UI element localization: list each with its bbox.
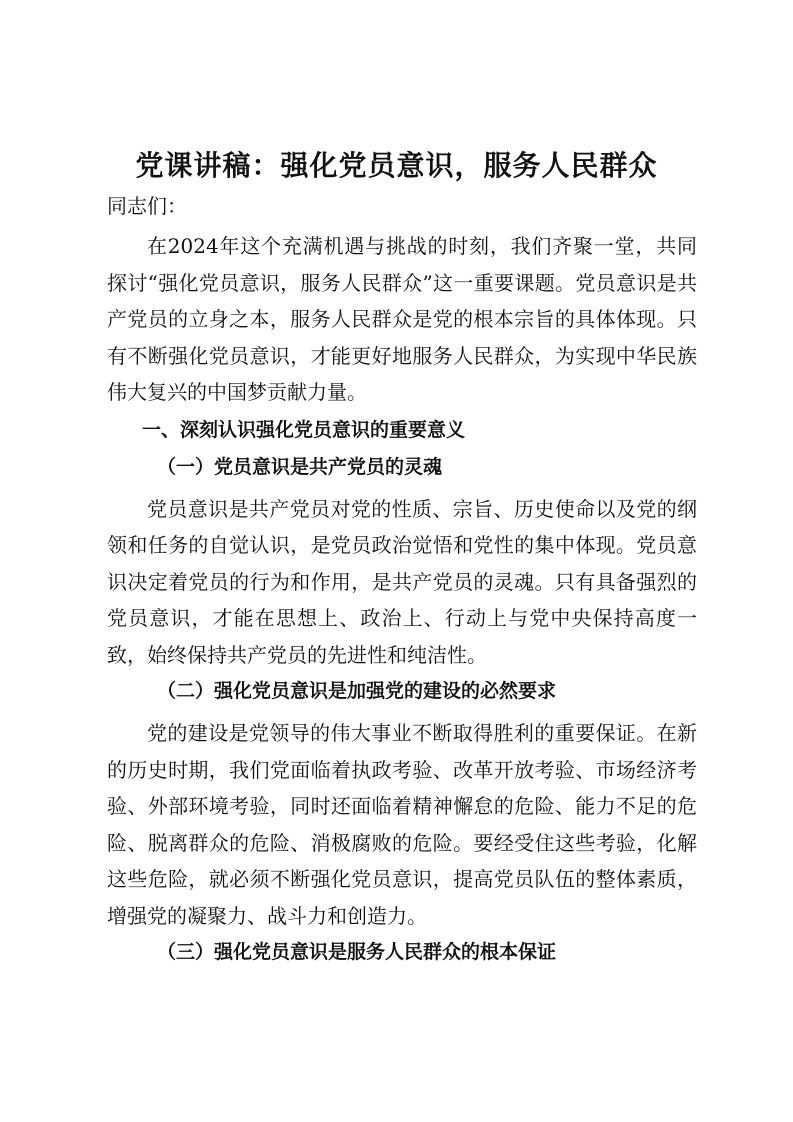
greeting: 同志们：: [107, 194, 187, 218]
subsection-heading: （一）党员意识是共产党员的灵魂: [157, 455, 443, 478]
document-body: [107, 228, 697, 970]
intro-paragraph: 在2024年这个充满机遇与挑战的时刻，我们齐聚一堂，共同探讨“强化党员意识，服务人民群众”这一重要课题。党员意识是共产党员的立身之本，服务人民群众是党的根本宗旨的具体体现。只有不断强化党员意识，才能更好地服务人民群众，为实现中华民族伟大复兴的中国梦贡献力量。: [107, 234, 697, 404]
subsection-heading: （三）强化党员意识是服务人民群众的根本保证: [157, 941, 557, 963]
body-paragraph: 党员意识是共产党员对党的性质、宗旨、历史使命以及党的纲领和任务的自觉认识，是党员政治觉悟和党性的集中体现。党员意识决定着党员的行为和作用，是共产党员的灵魂。只有具备强烈的党员意识，才能在思想上、政治上、行动上与党中央保持高度一致，始终保持共产党员的先进性和纯洁性。: [107, 496, 697, 667]
subsection-heading: （二）强化党员意识是加强党的建设的必然要求: [157, 680, 557, 702]
document-title: 党课讲稿：强化党员意识，服务人民群众: [135, 149, 658, 182]
section-heading: 一、深刻认识强化党员意识的重要意义: [142, 418, 466, 441]
body-paragraph: 党的建设是党领导的伟大事业不断取得胜利的重要保证。在新的历史时期，我们党面临着执政考验、改革开放考验、市场经济考验、外部环境考验，同时还面临着精神懈怠的危险、能力不足的危险、脱离群众的危险、消极腐败的危险。要经受住这些考验，化解这些危险，就必须不断强化党员意识，提高党员队伍的整体素质，增强党的凝聚力、战斗力和创造力。: [107, 721, 697, 928]
